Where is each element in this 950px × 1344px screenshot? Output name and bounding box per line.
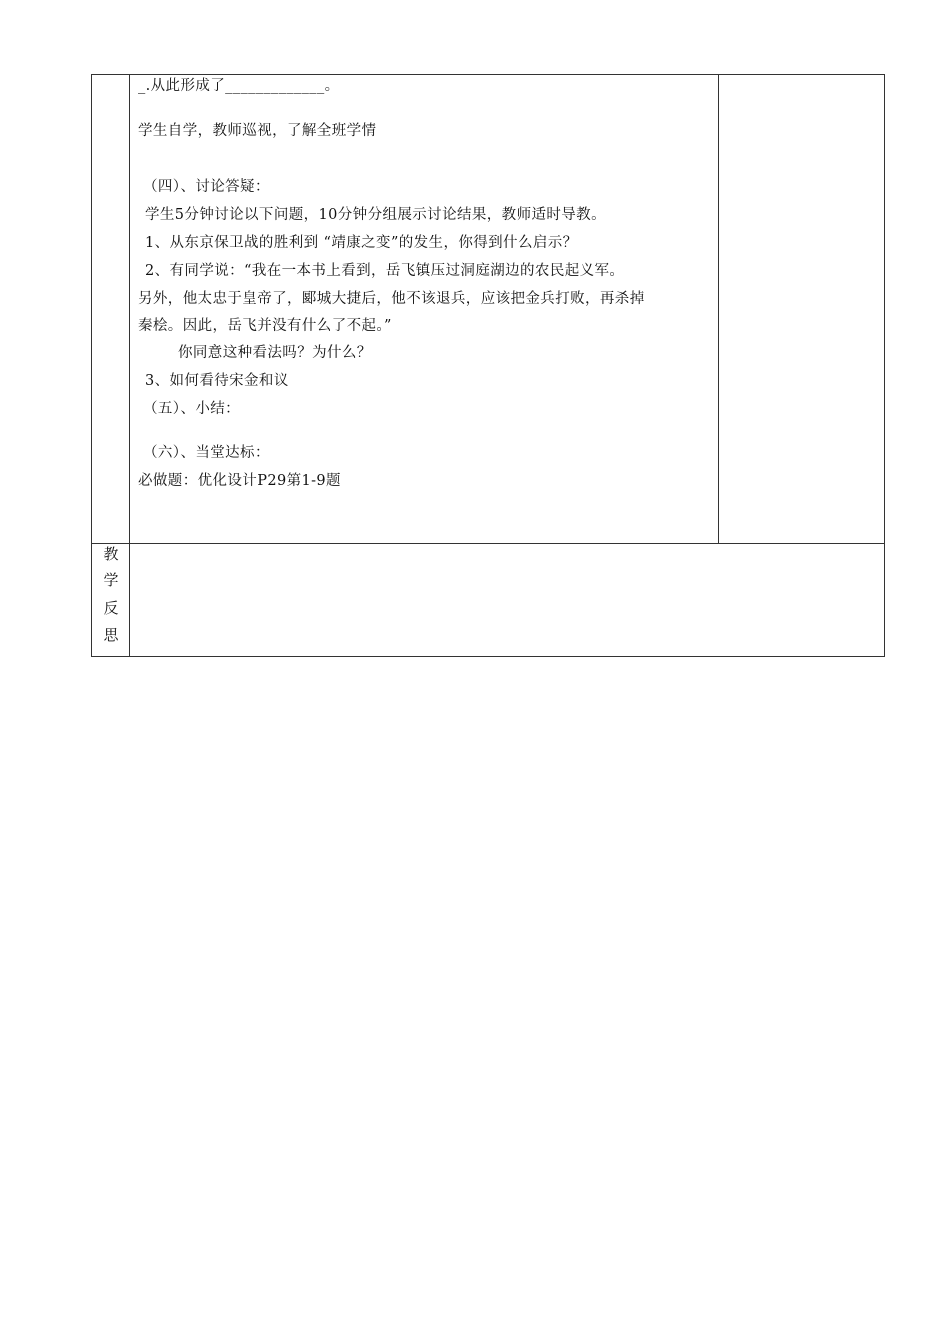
table-row-divider	[91, 543, 885, 544]
section-4-intro: 学生5分钟讨论以下问题，10分钟分组展示讨论结果，教师适时导教。	[145, 207, 606, 223]
reflection-label-char-3: 反	[103, 599, 119, 617]
section-6-title: （六）、当堂达标：	[143, 445, 270, 461]
question-1: 1、从东京保卫战的胜利到 “靖康之变”的发生，你得到什么启示？	[145, 235, 578, 251]
blank-fill-line: _.从此形成了_____________。	[138, 78, 340, 94]
reflection-label-char-4: 思	[103, 626, 119, 644]
table-column-divider-right	[718, 74, 719, 544]
section-5-title: （五）、小结：	[143, 401, 241, 417]
lesson-plan-table	[91, 74, 885, 657]
question-2-line-1: 2、有同学说：“我在一本书上看到，岳飞镇压过洞庭湖边的农民起义军。	[145, 263, 625, 279]
reflection-label-char-2: 学	[103, 571, 119, 589]
section-4-title: （四）、讨论答疑：	[143, 179, 270, 195]
question-2-line-4: 你同意这种看法吗？为什么？	[178, 345, 372, 361]
question-2-line-3: 秦桧。因此，岳飞并没有什么了不起。”	[138, 318, 392, 334]
reflection-label-char-1: 教	[103, 545, 119, 563]
question-3: 3、如何看待宋金和议	[145, 373, 289, 389]
required-exercise: 必做题：优化设计P29第1-9题	[138, 473, 341, 489]
self-study-note: 学生自学，教师巡视，了解全班学情	[138, 123, 377, 139]
question-2-line-2: 另外，他太忠于皇帝了，郾城大捷后，他不该退兵，应该把金兵打败，再杀掉	[138, 291, 645, 307]
